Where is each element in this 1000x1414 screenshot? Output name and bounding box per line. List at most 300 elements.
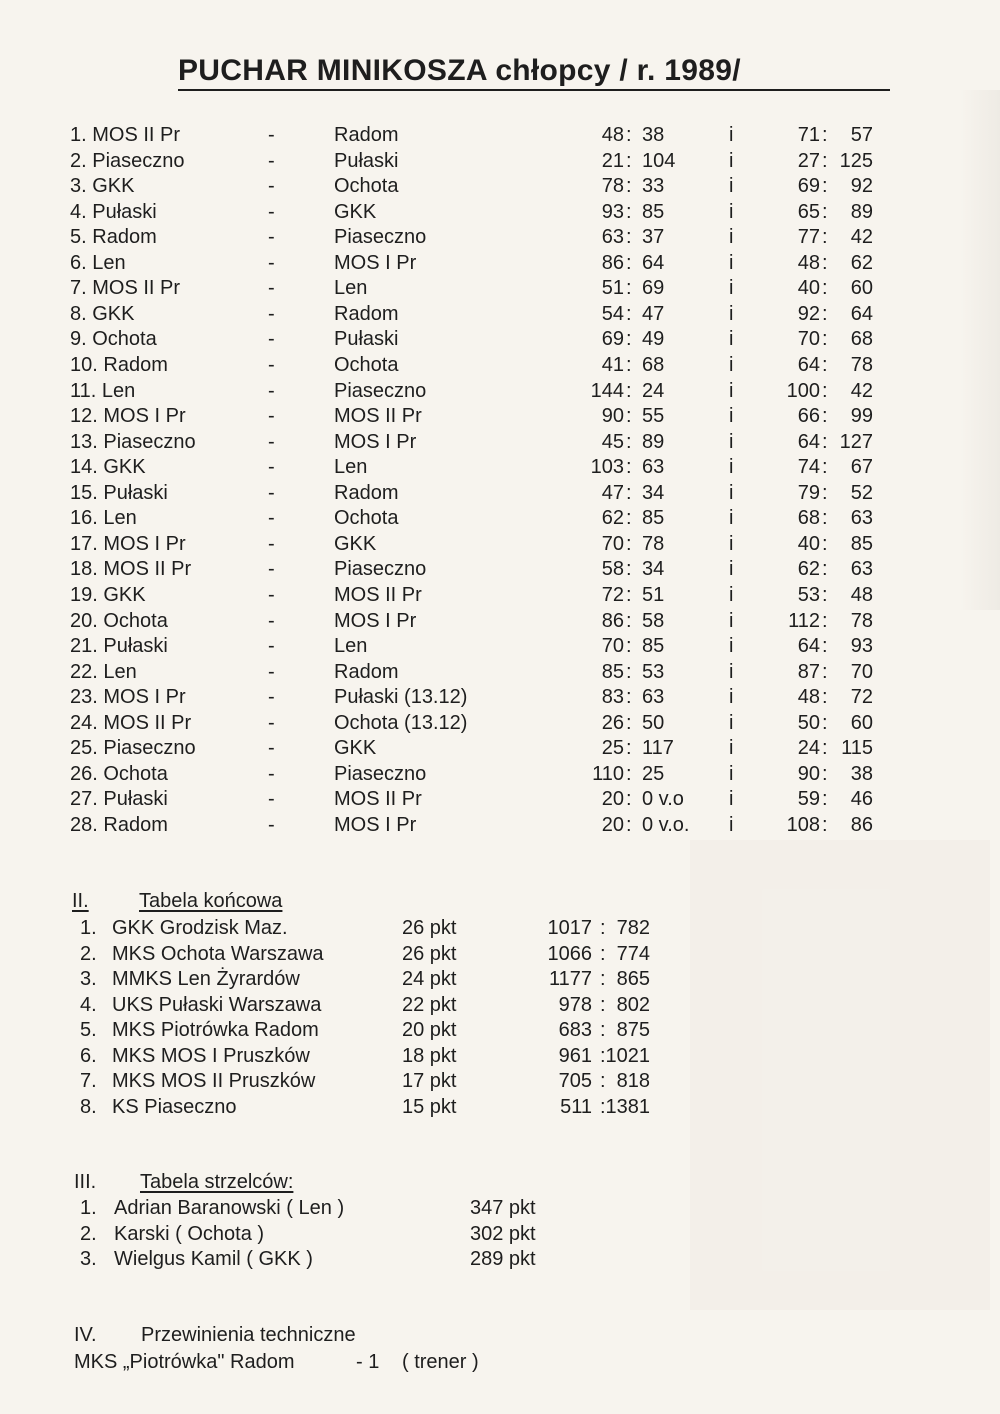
first-leg-away-score: 89 <box>642 430 665 453</box>
standings-team: KS Piaseczno <box>112 1095 237 1118</box>
match-home-team <box>70 327 157 351</box>
score-separator: : <box>626 149 632 172</box>
match-home-team <box>70 302 135 326</box>
standings-row <box>0 967 1000 991</box>
and-separator: i <box>729 302 734 325</box>
match-home-team <box>70 532 186 556</box>
score-separator: : <box>626 226 632 249</box>
second-leg-home-score: 48 <box>797 686 820 709</box>
second-leg-home-score: 40 <box>797 532 820 555</box>
standings-row <box>0 1018 1000 1042</box>
first-leg-away-score: 85 <box>642 200 665 223</box>
second-leg-away-score: 64 <box>850 302 873 325</box>
score-separator: : <box>626 456 632 479</box>
score-separator: : <box>626 354 632 376</box>
match-home-team <box>70 787 168 811</box>
match-number: 4. <box>70 200 87 223</box>
match-home-team <box>70 404 186 428</box>
first-leg-home-score: 20 <box>601 788 624 811</box>
first-leg-home-score: 45 <box>601 430 624 453</box>
match-home-name: Ochota <box>92 328 157 351</box>
first-leg-home-score: 48 <box>601 124 624 146</box>
match-home-name: Ochota <box>103 762 168 785</box>
standings-points-for: 978 <box>558 993 592 1016</box>
standings-team: MKS Ochota Warszawa <box>112 942 324 965</box>
first-leg-home-score: 21 <box>601 149 624 172</box>
first-leg-away-score: 85 <box>642 507 665 530</box>
second-leg-away-score: 115 <box>841 737 873 760</box>
second-leg-away-score: 70 <box>850 660 873 683</box>
first-leg-home-score: 72 <box>601 583 624 606</box>
match-home-team <box>70 583 146 607</box>
score-separator: : <box>822 430 828 453</box>
second-leg-away-score: 63 <box>850 507 873 530</box>
standings-rank: 7. <box>80 1070 97 1092</box>
match-number: 19. <box>70 583 98 606</box>
match-number: 28. <box>70 813 98 836</box>
score-separator: : <box>626 175 632 198</box>
match-home-team <box>70 379 135 403</box>
match-home-team <box>70 813 168 837</box>
score-separator: : <box>626 583 632 606</box>
and-separator: i <box>729 660 734 683</box>
scorer-points: 302 pkt <box>470 1222 536 1245</box>
score-separator: : <box>626 686 632 709</box>
first-leg-home-score: 144 <box>590 379 624 402</box>
first-leg-home-score: 26 <box>601 711 624 734</box>
score-separator: : <box>822 813 828 836</box>
match-dash: - <box>268 405 275 428</box>
standings-points: 15 pkt <box>402 1095 457 1118</box>
and-separator: i <box>729 813 734 836</box>
first-leg-home-score: 51 <box>601 277 624 300</box>
standings-points-against: 1021 <box>605 1044 650 1067</box>
match-home-name: Ochota <box>103 609 168 632</box>
match-row <box>0 634 1000 658</box>
standings-row <box>0 1044 1000 1068</box>
match-away-team: MOS I Pr <box>334 813 417 836</box>
score-separator: : <box>600 1070 606 1092</box>
second-leg-home-score: 74 <box>797 456 820 479</box>
match-row <box>0 762 1000 786</box>
second-leg-home-score: 62 <box>797 558 820 581</box>
match-number: 24. <box>70 711 98 734</box>
match-number: 3. <box>70 175 87 198</box>
scorer-row <box>0 1222 1000 1246</box>
scorer-rank: 2. <box>80 1222 97 1245</box>
match-row <box>0 276 1000 300</box>
and-separator: i <box>729 405 734 428</box>
and-separator: i <box>729 609 734 632</box>
match-number: 14. <box>70 456 98 479</box>
match-row <box>0 353 1000 377</box>
first-leg-away-score: 85 <box>642 635 665 657</box>
score-separator: : <box>600 1044 606 1067</box>
standings-points: 17 pkt <box>402 1070 457 1092</box>
match-away-team: Piaseczno <box>334 226 427 249</box>
first-leg-home-score: 78 <box>601 175 624 198</box>
match-home-team <box>70 251 126 275</box>
match-away-team: Pułaski <box>334 328 399 351</box>
first-leg-home-score: 110 <box>592 762 624 785</box>
first-leg-home-score: 83 <box>601 686 624 709</box>
match-away-team: MOS II Pr <box>334 405 422 428</box>
standings-team: UKS Pułaski Warszawa <box>112 993 322 1016</box>
match-number: 16. <box>70 507 98 530</box>
match-home-name: Pułaski <box>103 481 168 504</box>
match-away-team: MOS I Pr <box>334 609 417 632</box>
and-separator: i <box>729 532 734 555</box>
match-row <box>0 123 1000 147</box>
match-dash: - <box>268 583 275 606</box>
scorer-row <box>0 1247 1000 1271</box>
match-away-team: Piaseczno <box>334 379 427 402</box>
match-away-team: Pułaski (13.12) <box>334 686 468 709</box>
match-row <box>0 532 1000 556</box>
second-leg-home-score: 90 <box>797 762 820 785</box>
score-separator: : <box>822 788 828 811</box>
score-separator: : <box>822 354 828 376</box>
scorer-row <box>0 1196 1000 1220</box>
and-separator: i <box>729 711 734 734</box>
match-home-name: MOS I Pr <box>103 405 186 428</box>
match-away-team: Radom <box>334 481 399 504</box>
match-dash: - <box>268 609 275 632</box>
standings-points-for: 705 <box>558 1070 592 1092</box>
scorer-rank: 3. <box>80 1248 97 1270</box>
second-leg-away-score: 93 <box>850 635 873 657</box>
second-leg-home-score: 48 <box>797 251 820 274</box>
match-number: 6. <box>70 251 87 274</box>
match-row <box>0 711 1000 735</box>
score-separator: : <box>600 993 606 1016</box>
score-separator: : <box>626 277 632 300</box>
and-separator: i <box>729 686 734 709</box>
match-home-team <box>70 557 191 581</box>
score-separator: : <box>822 737 828 760</box>
standings-points-for: 683 <box>558 1019 592 1041</box>
match-number: 23. <box>70 686 98 709</box>
match-row <box>0 506 1000 530</box>
match-number: 12. <box>70 405 98 428</box>
match-home-team <box>70 660 137 684</box>
score-separator: : <box>822 379 828 402</box>
score-separator: : <box>626 737 632 760</box>
score-separator: : <box>626 405 632 428</box>
match-number: 1. <box>70 124 87 146</box>
match-home-name: GKK <box>92 302 135 325</box>
score-separator: : <box>626 251 632 274</box>
match-number: 11. <box>70 379 97 402</box>
match-home-name: MOS II Pr <box>92 124 181 146</box>
and-separator: i <box>729 788 734 811</box>
first-leg-home-score: 90 <box>601 405 624 428</box>
first-leg-home-score: 62 <box>601 507 624 530</box>
match-home-team <box>70 762 168 786</box>
match-dash: - <box>268 175 275 198</box>
first-leg-home-score: 20 <box>601 813 624 836</box>
standings-row <box>0 993 1000 1017</box>
second-leg-away-score: 92 <box>850 175 873 198</box>
first-leg-home-score: 69 <box>601 328 624 351</box>
match-home-team <box>70 174 135 198</box>
first-leg-home-score: 25 <box>601 737 624 760</box>
match-home-name: GKK <box>92 175 135 198</box>
match-home-team <box>70 711 191 735</box>
match-away-team: MOS I Pr <box>334 251 417 274</box>
match-row <box>0 583 1000 607</box>
score-separator: : <box>822 609 828 632</box>
second-leg-home-score: 92 <box>797 302 820 325</box>
and-separator: i <box>729 737 734 760</box>
match-dash: - <box>268 660 275 683</box>
match-home-name: Piaseczno <box>103 737 196 760</box>
match-number: 8. <box>70 302 87 325</box>
scorer-name: Adrian Baranowski ( Len ) <box>114 1197 345 1219</box>
score-separator: : <box>822 762 828 785</box>
technical-section-number: IV. <box>74 1324 97 1346</box>
and-separator: i <box>729 635 734 657</box>
match-row <box>0 557 1000 581</box>
standings-team: MKS Piotrówka Radom <box>112 1019 319 1041</box>
standings-points-against: 774 <box>616 942 650 965</box>
score-separator: : <box>822 277 828 300</box>
first-leg-away-score: 58 <box>642 609 665 632</box>
second-leg-home-score: 64 <box>797 635 820 657</box>
match-dash: - <box>268 124 275 146</box>
score-separator: : <box>822 328 828 351</box>
second-leg-away-score: 78 <box>850 609 873 632</box>
match-home-team <box>70 123 180 147</box>
match-dash: - <box>268 149 275 172</box>
score-separator: : <box>822 686 828 709</box>
match-dash: - <box>268 558 275 581</box>
and-separator: i <box>729 762 734 785</box>
technical-title: Przewinienia techniczne <box>141 1324 356 1346</box>
standings-points-for: 1017 <box>547 917 592 939</box>
scorer-points: 347 pkt <box>470 1197 536 1219</box>
second-leg-away-score: 86 <box>850 813 873 836</box>
score-separator: : <box>626 124 632 146</box>
score-separator: : <box>822 200 828 223</box>
match-home-team <box>70 200 157 224</box>
score-separator: : <box>626 430 632 453</box>
match-home-team <box>70 430 196 454</box>
first-leg-away-score: 37 <box>642 226 665 249</box>
match-away-team: GKK <box>334 200 377 223</box>
first-leg-away-score: 64 <box>642 251 665 274</box>
standings-points-against: 818 <box>616 1070 650 1092</box>
standings-rank: 6. <box>80 1044 97 1067</box>
standings-team: MKS MOS II Pruszków <box>112 1070 316 1092</box>
score-separator: : <box>600 1019 606 1041</box>
match-dash: - <box>268 686 275 709</box>
standings-points: 22 pkt <box>402 993 457 1016</box>
match-row <box>0 200 1000 224</box>
score-separator: : <box>822 558 828 581</box>
match-home-name: MOS II Pr <box>92 277 181 300</box>
technical-note: ( trener ) <box>402 1351 479 1373</box>
match-away-team: Len <box>334 456 368 479</box>
second-leg-away-score: 72 <box>850 686 873 709</box>
second-leg-home-score: 59 <box>797 788 820 811</box>
score-separator: : <box>822 456 828 479</box>
first-leg-home-score: 41 <box>601 354 624 376</box>
score-separator: : <box>626 200 632 223</box>
first-leg-home-score: 103 <box>590 456 624 479</box>
second-leg-away-score: 63 <box>850 558 873 581</box>
match-row <box>0 302 1000 326</box>
first-leg-away-score: 63 <box>642 456 665 479</box>
match-home-name: MOS II Pr <box>103 558 192 581</box>
standings-points: 20 pkt <box>402 1019 457 1041</box>
score-separator: : <box>822 405 828 428</box>
standings-title: Tabela końcowa <box>139 890 283 912</box>
score-separator: : <box>626 813 632 836</box>
first-leg-away-score: 50 <box>642 711 665 734</box>
match-away-team: Radom <box>334 302 399 325</box>
first-leg-away-score: 0 v.o <box>642 788 684 811</box>
first-leg-away-score: 38 <box>642 124 665 146</box>
match-dash: - <box>268 635 275 657</box>
match-home-name: Radom <box>92 226 157 249</box>
second-leg-home-score: 70 <box>797 328 820 351</box>
match-dash: - <box>268 813 275 836</box>
match-home-team <box>70 276 180 300</box>
first-leg-away-score: 51 <box>642 583 665 606</box>
first-leg-home-score: 85 <box>601 660 624 683</box>
match-dash: - <box>268 430 275 453</box>
match-number: 13. <box>70 430 98 453</box>
first-leg-away-score: 34 <box>642 481 665 504</box>
match-dash: - <box>268 302 275 325</box>
and-separator: i <box>729 124 734 146</box>
match-dash: - <box>268 737 275 760</box>
and-separator: i <box>729 328 734 351</box>
match-away-team: GKK <box>334 532 377 555</box>
score-separator: : <box>600 942 606 965</box>
match-dash: - <box>268 481 275 504</box>
second-leg-away-score: 46 <box>850 788 873 811</box>
and-separator: i <box>729 379 734 402</box>
match-home-name: MOS II Pr <box>103 711 192 734</box>
standings-team: MKS MOS I Pruszków <box>112 1044 310 1067</box>
match-home-team <box>70 481 168 505</box>
standings-points-for: 961 <box>558 1044 592 1067</box>
match-home-name: Radom <box>103 813 168 836</box>
first-leg-away-score: 55 <box>642 405 665 428</box>
match-home-name: Len <box>103 507 137 530</box>
and-separator: i <box>729 456 734 479</box>
score-separator: : <box>626 302 632 325</box>
second-leg-home-score: 108 <box>786 813 820 836</box>
second-leg-home-score: 66 <box>797 405 820 428</box>
match-home-team <box>70 455 146 479</box>
first-leg-away-score: 24 <box>642 379 665 402</box>
score-separator: : <box>822 507 828 530</box>
technical-count: - 1 <box>356 1351 380 1373</box>
match-row <box>0 225 1000 249</box>
first-leg-away-score: 25 <box>642 762 665 785</box>
match-dash: - <box>268 711 275 734</box>
and-separator: i <box>729 583 734 606</box>
and-separator: i <box>729 354 734 376</box>
score-separator: : <box>626 762 632 785</box>
match-home-team <box>70 225 157 249</box>
standings-team: MMKS Len Żyrardów <box>112 968 300 990</box>
second-leg-home-score: 24 <box>797 737 820 760</box>
score-separator: : <box>822 251 828 274</box>
standings-points: 26 pkt <box>402 917 457 939</box>
match-away-team: Pułaski <box>334 149 399 172</box>
first-leg-away-score: 34 <box>642 558 665 581</box>
standings-points-for: 511 <box>560 1095 592 1118</box>
second-leg-away-score: 52 <box>850 481 873 504</box>
and-separator: i <box>729 481 734 504</box>
first-leg-home-score: 47 <box>601 481 624 504</box>
match-dash: - <box>268 200 275 223</box>
match-number: 20. <box>70 609 98 632</box>
standings-rank: 3. <box>80 968 97 990</box>
scorer-name: Karski ( Ochota ) <box>114 1222 265 1245</box>
second-leg-home-score: 64 <box>797 354 820 376</box>
and-separator: i <box>729 430 734 453</box>
match-away-team: MOS II Pr <box>334 583 422 606</box>
technical-club: MKS „Piotrówka" Radom <box>74 1351 295 1373</box>
match-home-team <box>70 634 168 658</box>
second-leg-away-score: 89 <box>850 200 873 223</box>
match-number: 7. <box>70 277 87 300</box>
first-leg-home-score: 70 <box>601 635 624 657</box>
score-separator: : <box>822 660 828 683</box>
standings-section-number: II. <box>72 890 89 912</box>
page-title: PUCHAR MINIKOSZA chłopcy / r. 1989/ <box>178 54 741 87</box>
standings-rank: 2. <box>80 942 97 965</box>
first-leg-away-score: 53 <box>642 660 665 683</box>
score-separator: : <box>822 124 828 146</box>
second-leg-away-score: 62 <box>850 251 873 274</box>
match-home-name: Len <box>101 379 136 402</box>
match-away-team: Piaseczno <box>334 762 427 785</box>
match-home-name: Len <box>92 251 126 274</box>
score-separator: : <box>822 532 828 555</box>
and-separator: i <box>729 149 734 172</box>
score-separator: : <box>822 149 828 172</box>
score-separator: : <box>600 968 606 990</box>
score-separator: : <box>626 328 632 351</box>
first-leg-home-score: 63 <box>601 226 624 249</box>
match-home-team <box>70 685 186 709</box>
match-home-team <box>70 736 196 760</box>
and-separator: i <box>729 251 734 274</box>
match-dash: - <box>268 379 275 402</box>
match-dash: - <box>268 354 275 376</box>
second-leg-away-score: 42 <box>850 379 873 402</box>
scorers-section-number: III. <box>74 1171 97 1193</box>
match-number: 22. <box>70 660 98 683</box>
second-leg-home-score: 69 <box>797 175 820 198</box>
score-separator: : <box>822 481 828 504</box>
match-home-name: Piaseczno <box>92 149 185 172</box>
standings-points-for: 1066 <box>547 942 592 965</box>
match-row <box>0 149 1000 173</box>
score-separator: : <box>626 635 632 657</box>
match-home-team <box>70 149 185 173</box>
match-number: 26. <box>70 762 98 785</box>
match-away-team: GKK <box>334 737 377 760</box>
match-dash: - <box>268 251 275 274</box>
match-dash: - <box>268 507 275 530</box>
